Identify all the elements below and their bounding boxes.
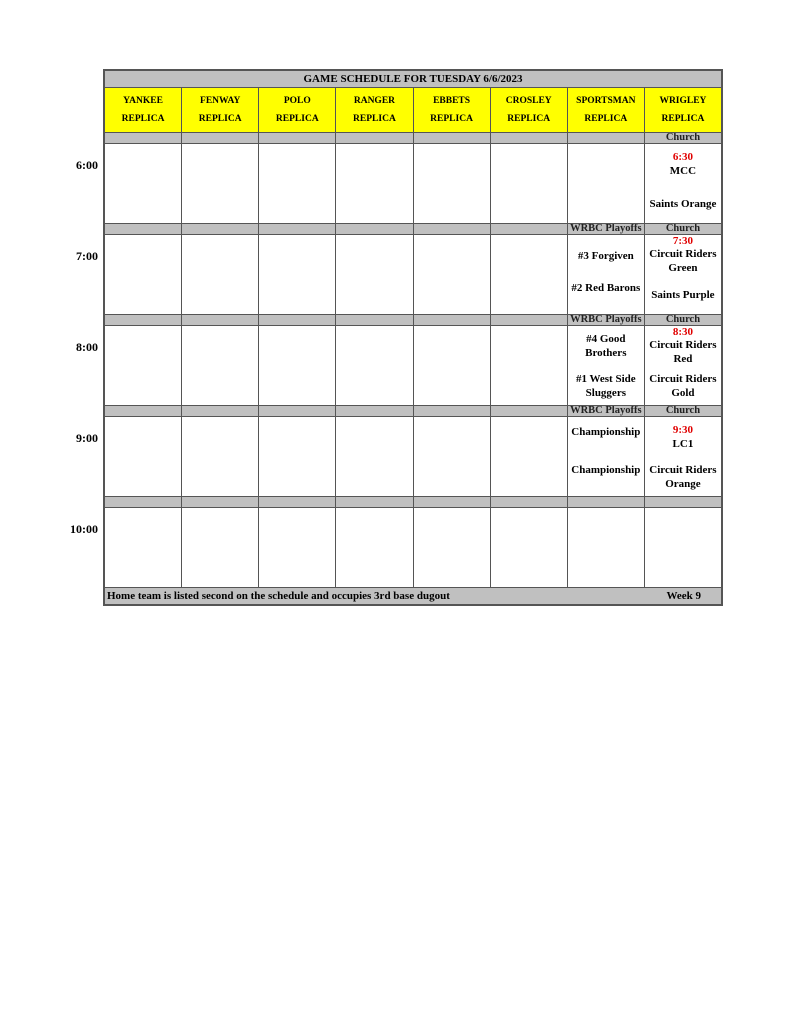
field-name: RANGER <box>353 96 396 106</box>
separator-cell <box>259 406 336 416</box>
field-subtitle: REPLICA <box>507 114 551 124</box>
separator-cell: Church <box>665 406 701 416</box>
week-label: Week 9 <box>666 590 701 602</box>
field-name: EBBETS <box>433 96 471 106</box>
away-team: LC1 <box>672 438 694 450</box>
separator-cell: WRBC Playoffs <box>568 224 645 234</box>
game-cell-fenway <box>182 417 259 496</box>
field-header-sportsman <box>568 88 645 132</box>
separator-cell <box>336 406 413 416</box>
separator-cell <box>336 315 413 325</box>
game-cell-wrigley <box>645 326 721 405</box>
field-subtitle: REPLICA <box>584 114 628 124</box>
separator-cell <box>414 406 491 416</box>
game-cell-ebbets <box>414 508 491 587</box>
separator-cell: Church <box>665 315 701 325</box>
game-cell-yankee <box>105 508 182 587</box>
separator-cell <box>414 224 491 234</box>
time-label: 9:00 <box>76 431 98 445</box>
game-cell-sportsman <box>568 144 645 223</box>
field-name: POLO <box>283 96 311 106</box>
game-cell-ranger <box>336 508 413 587</box>
game-cell-yankee <box>105 326 182 405</box>
separator-cell <box>568 497 645 507</box>
game-cell-ebbets <box>414 235 491 314</box>
slot-separator-row <box>105 497 721 508</box>
separator-cell <box>105 224 182 234</box>
game-cell-ebbets <box>414 144 491 223</box>
game-cell-yankee <box>105 144 182 223</box>
slot-separator-row <box>105 406 721 417</box>
game-time: 8:30 <box>672 326 694 338</box>
slot-separator-row <box>105 133 721 144</box>
field-name: YANKEE <box>123 96 163 106</box>
field-header-ranger <box>336 88 413 132</box>
field-name: FENWAY <box>200 96 241 106</box>
field-subtitle: REPLICA <box>353 114 396 124</box>
field-header-polo <box>259 88 336 132</box>
schedule-footer <box>105 588 721 604</box>
game-cell-sportsman <box>568 417 645 496</box>
game-cell-ranger <box>336 417 413 496</box>
field-subtitle: REPLICA <box>198 114 242 124</box>
game-cell-crosley <box>491 326 568 405</box>
time-label: 10:00 <box>70 522 98 536</box>
game-cell-sportsman <box>568 326 645 405</box>
game-cell-ranger <box>336 144 413 223</box>
separator-cell <box>182 315 259 325</box>
home-team-note: Home team is listed second on the schedule and occupies 3rd base dugout <box>107 590 450 602</box>
separator-cell <box>105 315 182 325</box>
game-cell-ranger <box>336 235 413 314</box>
field-header-crosley <box>491 88 568 132</box>
game-cell-fenway <box>182 326 259 405</box>
field-header-wrigley <box>645 88 721 132</box>
separator-cell <box>182 224 259 234</box>
field-header-yankee <box>105 88 182 132</box>
home-team: #2 Red Barons <box>571 282 641 294</box>
schedule-table <box>103 69 723 606</box>
game-cell-polo <box>259 508 336 587</box>
game-cell-crosley <box>491 235 568 314</box>
separator-cell <box>414 315 491 325</box>
field-name: WRIGLEY <box>659 96 707 106</box>
away-team: #4 Good Brothers <box>585 333 627 359</box>
field-name: CROSLEY <box>505 96 552 106</box>
game-cell-fenway <box>182 508 259 587</box>
field-name: SPORTSMAN <box>576 96 636 106</box>
separator-cell: WRBC Playoffs <box>568 315 645 325</box>
separator-cell <box>491 406 568 416</box>
game-cell-crosley <box>491 144 568 223</box>
field-subtitle: REPLICA <box>121 114 165 124</box>
game-cell-polo <box>259 326 336 405</box>
separator-cell <box>491 133 568 143</box>
game-cell-polo <box>259 235 336 314</box>
separator-cell: WRBC Playoffs <box>568 406 645 416</box>
separator-cell: Church <box>665 224 701 234</box>
game-cell-polo <box>259 144 336 223</box>
separator-cell <box>259 497 336 507</box>
schedule-title: GAME SCHEDULE FOR TUESDAY 6/6/2023 <box>105 71 721 88</box>
separator-cell <box>105 406 182 416</box>
separator-cell <box>259 133 336 143</box>
game-slot-row <box>105 235 721 315</box>
game-slot-row <box>105 144 721 224</box>
separator-cell <box>336 497 413 507</box>
game-cell-wrigley <box>645 235 721 314</box>
home-team: Championship <box>571 464 641 476</box>
separator-cell <box>182 406 259 416</box>
game-cell-ranger <box>336 326 413 405</box>
field-header-fenway <box>182 88 259 132</box>
away-team: MCC <box>669 165 697 177</box>
field-subtitle: REPLICA <box>430 114 473 124</box>
separator-cell <box>182 497 259 507</box>
separator-cell <box>414 497 491 507</box>
away-team: #3 Forgiven <box>577 250 634 262</box>
home-team: Circuit Riders Orange <box>649 464 717 490</box>
separator-cell <box>491 315 568 325</box>
game-cell-ebbets <box>414 326 491 405</box>
game-cell-wrigley <box>645 144 721 223</box>
separator-cell <box>336 133 413 143</box>
game-cell-crosley <box>491 508 568 587</box>
separator-cell <box>105 133 182 143</box>
away-team: Championship <box>571 426 641 438</box>
game-cell-polo <box>259 417 336 496</box>
game-cell-ebbets <box>414 417 491 496</box>
slot-separator-row <box>105 224 721 235</box>
separator-cell <box>336 224 413 234</box>
field-subtitle: REPLICA <box>275 114 319 124</box>
game-cell-yankee <box>105 417 182 496</box>
game-slot-row <box>105 508 721 588</box>
game-time: 9:30 <box>672 424 694 436</box>
game-cell-sportsman <box>568 508 645 587</box>
away-team: Circuit Riders Red <box>649 339 717 365</box>
field-header-ebbets <box>414 88 491 132</box>
time-label: 6:00 <box>76 158 98 172</box>
game-cell-fenway <box>182 235 259 314</box>
game-cell-crosley <box>491 417 568 496</box>
time-label: 8:00 <box>76 340 98 354</box>
separator-cell <box>645 497 721 507</box>
home-team: Saints Orange <box>649 198 717 210</box>
home-team: Saints Purple <box>651 289 715 301</box>
separator-cell <box>414 133 491 143</box>
separator-cell: Church <box>665 133 701 143</box>
field-header-row <box>105 88 721 133</box>
home-team: Circuit Riders Gold <box>649 373 717 399</box>
separator-cell <box>491 497 568 507</box>
field-subtitle: REPLICA <box>661 114 705 124</box>
time-label: 7:00 <box>76 249 98 263</box>
game-cell-fenway <box>182 144 259 223</box>
away-team: Circuit Riders Green <box>649 248 717 274</box>
slot-separator-row <box>105 315 721 326</box>
game-time: 7:30 <box>672 235 694 247</box>
separator-cell <box>259 315 336 325</box>
separator-cell <box>105 497 182 507</box>
separator-cell <box>568 133 645 143</box>
game-cell-sportsman <box>568 235 645 314</box>
separator-cell <box>259 224 336 234</box>
game-slot-row <box>105 417 721 497</box>
separator-cell <box>182 133 259 143</box>
game-cell-wrigley <box>645 417 721 496</box>
game-time: 6:30 <box>672 151 694 163</box>
game-cell-wrigley <box>645 508 721 587</box>
game-slot-row <box>105 326 721 406</box>
separator-cell <box>491 224 568 234</box>
game-cell-yankee <box>105 235 182 314</box>
home-team: #1 West Side Sluggers <box>575 373 636 399</box>
